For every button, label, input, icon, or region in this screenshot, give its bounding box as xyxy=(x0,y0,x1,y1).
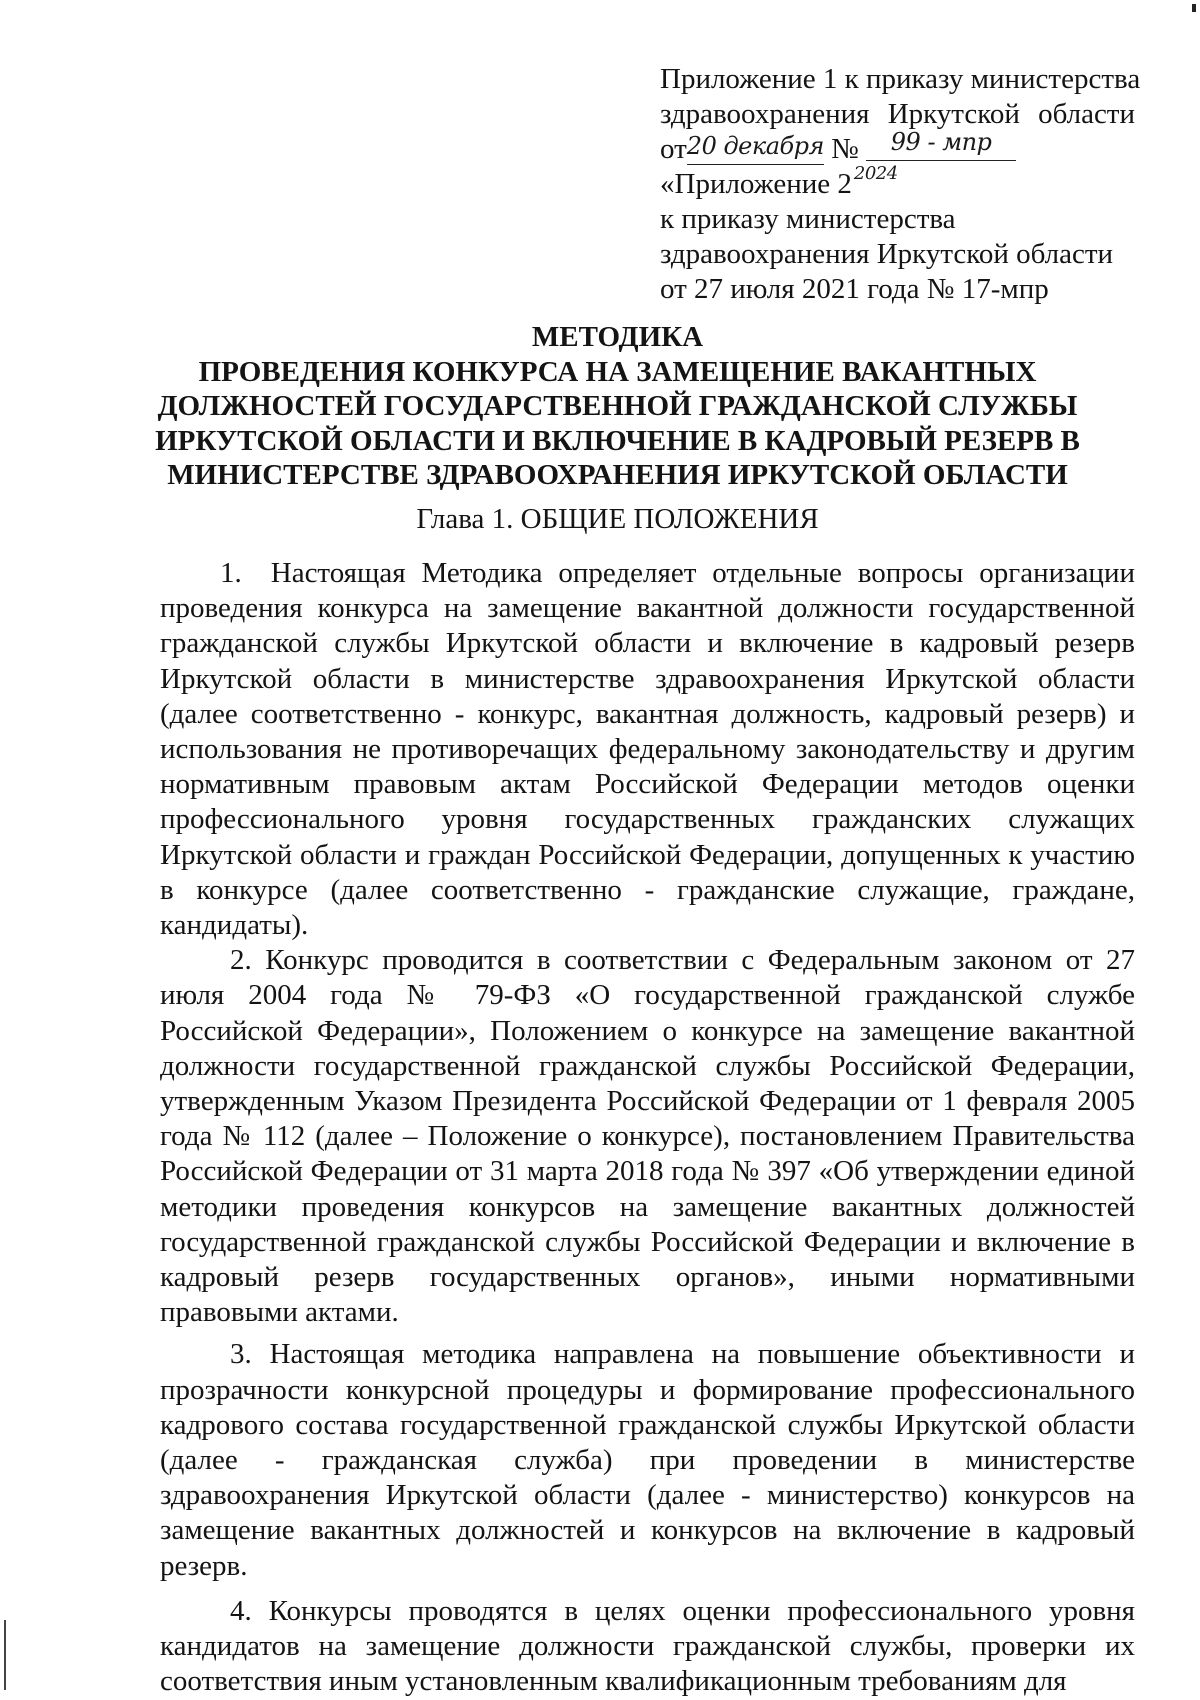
paragraph: 2. Конкурс проводится в соответствии с Федеральным законом от 27 июля 2004 года № 79-ФЗ «О государственной гражданской службе Российской Федерации», Положением о конкурсе на замещение вакантной должности государственной гражданской службы Российской Федерации, утвержденным Указом Президента Российской Федерации от 1 февраля 2005 года № 112 (далее – Положение о конкурсе), постановлением Правительства Российской Федерации от 31 марта 2018 года № 397 «Об утверждении единой методики проведения конкурсов на замещение вакантных должностей государственной гражданской службы Российской Федерации и включение в кадровый резерв государственных органов», иными нормативными правовыми актами. xyxy=(160,944,1135,1329)
from-prefix: от xyxy=(660,133,687,165)
header-line: здравоохранения Иркутской области xyxy=(660,238,1114,270)
chapter-heading: Глава 1. ОБЩИЕ ПОЛОЖЕНИЯ xyxy=(416,503,819,535)
header-line: Приложение 1 к приказу министерства xyxy=(660,63,1141,95)
header-line xyxy=(660,163,1140,202)
title-line: МИНИСТЕРСТВЕ ЗДРАВООХРАНЕНИЯ ИРКУТСКОЙ ОБЛАСТИ xyxy=(167,459,1068,491)
title-line: ДОЛЖНОСТЕЙ ГОСУДАРСТВЕННОЙ ГРАЖДАНСКОЙ СЛУЖБЫ xyxy=(157,390,1078,422)
title-line: ИРКУТСКОЙ ОБЛАСТИ И ВКЛЮЧЕНИЕ В КАДРОВЫЙ РЕЗЕРВ В xyxy=(155,424,1080,457)
scan-edge-mark xyxy=(4,1620,6,1690)
scan-mark xyxy=(1192,4,1196,12)
title-line: МЕТОДИКА xyxy=(531,321,704,353)
header-line: к приказу министерства xyxy=(660,203,956,235)
paragraph: 1. Настоящая Методика определяет отдельные вопросы организации проведения конкурса на замещение вакантной должности государственной гражданской службы Иркутской области и включение в кадровый резерв Иркутской области в министерстве здравоохранения Иркутской области (далее соответственно - конкурс, вакантная должность, кадровый резерв) и использования не противоречащих федеральному законодательству и другим нормативным правовым актам Российской Федерации методов оценки профессионального уровня государственных гражданских служащих Иркутской области и граждан Российской Федерации, допущенных к участию в конкурсе (далее соответственно - гражданские служащие, граждане, кандидаты). xyxy=(160,557,1135,942)
header-word: области xyxy=(1038,98,1136,130)
header-appendix-2: «Приложение 2 xyxy=(660,168,852,200)
title-line: ПРОВЕДЕНИЯ КОНКУРСА НА ЗАМЕЩЕНИЕ ВАКАНТНЫХ xyxy=(198,355,1037,388)
handwritten-year: 2024 xyxy=(853,163,898,184)
number-sign: № xyxy=(831,133,859,165)
document-title xyxy=(150,320,1085,493)
document-body xyxy=(160,556,1135,1700)
header-word: здравоохранения xyxy=(660,98,870,130)
handwritten-number: 99 - мпр xyxy=(866,125,1016,161)
order-date-number-line xyxy=(660,128,1140,167)
header-line: от 27 июля 2021 года № 17-мпр xyxy=(660,273,1049,305)
paragraph: 3. Настоящая методика направлена на повышение объективности и прозрачности конкурсной процедуры и формирование профессионального кадрового состава государственной гражданской службы Иркутской области (далее - гражданская служба) при проведении в министерстве здравоохранения Иркутской области (далее - министерство) конкурсов на замещение вакантных должностей и конкурсов на включение в кадровый резерв. xyxy=(160,1338,1135,1582)
paragraph: 4. Конкурсы проводятся в целях оценки профессионального уровня кандидатов на замещение должности гражданской службы, проверки их соответствия иным установленным квалификационным требованиям для xyxy=(160,1594,1135,1698)
appendix-header xyxy=(660,62,1140,307)
header-word: Иркутской xyxy=(887,98,1020,130)
handwritten-date: 20 декабря xyxy=(687,129,824,165)
